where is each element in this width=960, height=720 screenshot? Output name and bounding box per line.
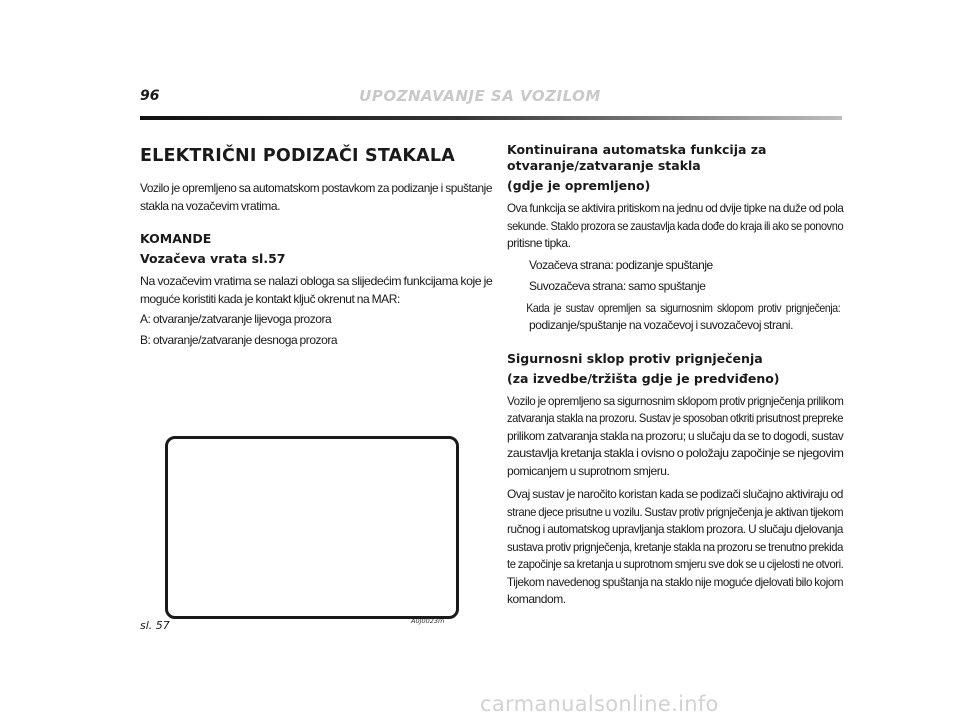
section-title: ELEKTRIČNI PODIZAČI STAKALA xyxy=(140,146,455,166)
auto-heading-line: Kontinuirana automatska funkcija za xyxy=(507,142,767,157)
auto-function-heading xyxy=(507,142,843,194)
safety-p2-line: te započinje sa kretanja u suprotnom smjeru sve dok se u cijelosti ne otvori. xyxy=(507,557,844,571)
page-number: 96 xyxy=(140,88,160,104)
door-line: moguće koristiti kada je kontakt ključ okrenut na MAR: xyxy=(140,291,400,306)
door-heading: Vozačeva vrata sl.57 xyxy=(140,251,286,266)
figure-caption: sl. 57 xyxy=(140,619,170,632)
auto-note xyxy=(507,300,843,335)
watermark: carmanualsonline.info xyxy=(480,692,719,716)
safety-p1-line: zaustavlja kretanja stakla i ovisno o položaju započinje se njegovim xyxy=(507,446,844,460)
figure-code: A0J0023m xyxy=(411,617,445,625)
auto-function-paragraph xyxy=(507,200,843,253)
safety-p1-line: Vozilo je opremljeno sa sigurnosnim sklopom protiv prignječenja prilikom xyxy=(507,393,844,408)
auto-line: Ova funkcija se aktivira pritiskom na jednu od dvije tipke na duže od pola xyxy=(507,201,844,215)
control-item-a: A: otvaranje/zatvaranje lijevoga prozora xyxy=(140,312,332,326)
left-column xyxy=(140,140,492,349)
running-header-title: UPOZNAVANJE SA VOZILOM xyxy=(359,87,601,105)
safety-p1-line: prilikom zatvaranja stakla na prozoru; u slučaju da se to dogodi, sustav xyxy=(507,428,844,443)
safety-paragraph-2 xyxy=(507,486,843,609)
right-column xyxy=(507,140,843,609)
auto-heading-line: (gdje je opremljeno) xyxy=(507,178,651,193)
safety-p2-line: Tijekom navedenog spuštanja na staklo nije moguće djelovati bilo kojom xyxy=(507,574,844,589)
header-rule xyxy=(140,116,842,120)
intro-line: stakla na vozačevim vratima. xyxy=(140,198,280,213)
door-paragraph xyxy=(140,273,492,308)
safety-p2-line: ručnog i automatskog upravljanja staklom prozora. U slučaju djelovanja xyxy=(507,522,844,536)
auto-note-line: Kada je sustav opremljen sa sigurnosnim sklopom protiv prignječenja: xyxy=(526,300,841,315)
door-line: Na vozačevim vratima se nalazi obloga sa slijedećim funkcijama koje je xyxy=(140,274,493,288)
safety-p2-line: strane djece prisutne u vozilu. Sustav protiv prignječenja je aktivan tijekom xyxy=(507,504,844,519)
auto-note-line: podizanje/spuštanje na vozačevoj i suvozačevoj strani. xyxy=(529,318,794,332)
auto-passenger-side: Suvozačeva strana: samo spuštanje xyxy=(529,279,706,293)
safety-p2-line: Ovaj sustav je naročito koristan kada se podizači slučajno aktiviraju od xyxy=(507,487,843,501)
auto-line: pritisne tipka. xyxy=(507,236,571,250)
figure-57-frame xyxy=(165,436,459,619)
safety-paragraph-1 xyxy=(507,393,843,481)
intro-line: Vozilo je opremljeno sa automatskom postavkom za podizanje i spuštanje xyxy=(140,181,493,195)
auto-heading-line: otvaranje/zatvaranje stakla xyxy=(507,158,701,173)
safety-heading-line: (za izvedbe/tržišta gdje je predviđeno) xyxy=(507,370,780,386)
safety-p1-line: pomicanjem u suprotnom smjeru. xyxy=(507,463,670,478)
auto-driver-side: Vozačeva strana: podizanje spuštanje xyxy=(529,257,713,272)
control-item-b: B: otvaranje/zatvaranje desnoga prozora xyxy=(140,332,338,347)
safety-heading xyxy=(507,351,843,387)
safety-heading-line: Sigurnosni sklop protiv prignječenja xyxy=(507,350,763,366)
safety-p1-line: zatvaranja stakla na prozoru. Sustav je sposoban otkriti prisutnost prepreke xyxy=(507,411,844,425)
safety-p2-line: komandom. xyxy=(507,592,566,606)
intro-paragraph xyxy=(140,180,492,215)
auto-line: sekunde. Staklo prozora se zaustavlja kada dođe do kraja ili ako se ponovno xyxy=(507,218,844,233)
komande-heading: KOMANDE xyxy=(140,231,212,246)
safety-p2-line: sustava protiv prignječenja, kretanje stakla na prozoru se trenutno prekida xyxy=(507,539,844,554)
